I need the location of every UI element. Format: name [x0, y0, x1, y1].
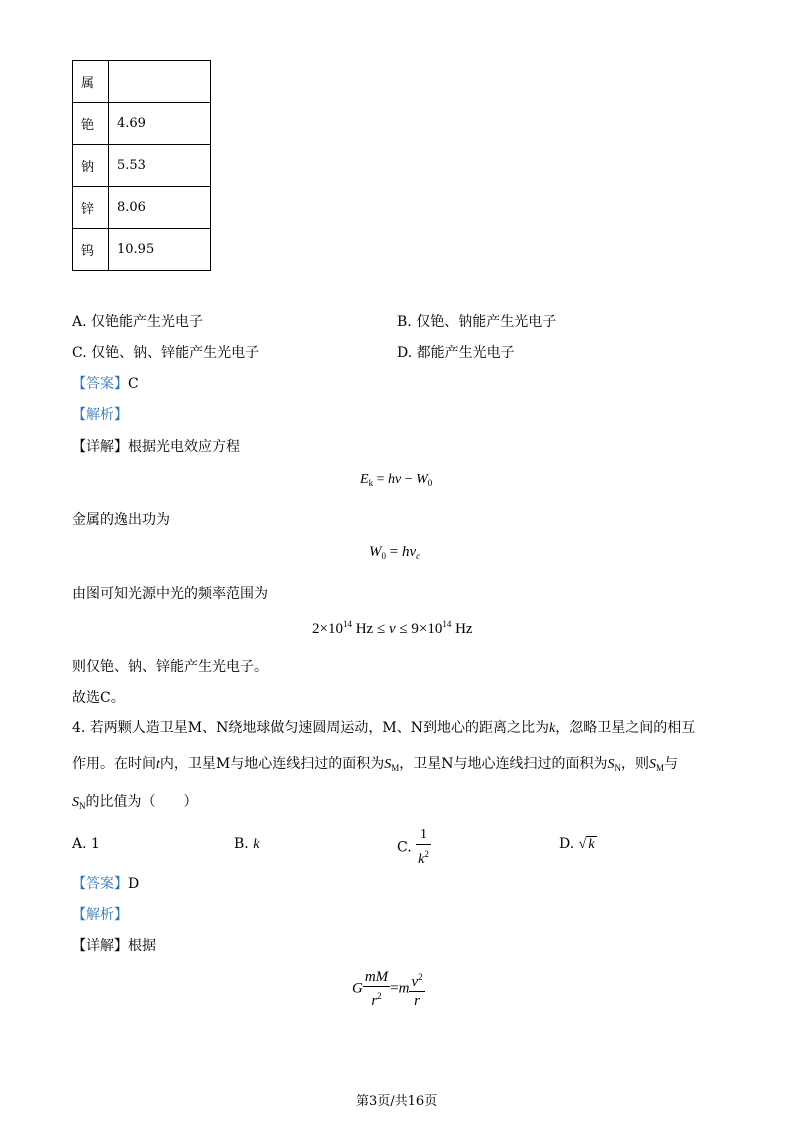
- frequency-range: [312, 619, 473, 638]
- fraction-denominator: k: [418, 852, 425, 867]
- table-cell-metal: 钨: [73, 229, 109, 271]
- eq-term: 2×10: [312, 621, 343, 637]
- fraction-numerator: v: [411, 974, 419, 990]
- q3-text-frequency: 由图可知光源中光的频率范围为: [72, 586, 268, 602]
- q4-option-d: [559, 836, 597, 853]
- q3-analysis-tag: 【解析】: [72, 407, 128, 423]
- eq-symbol: S: [649, 757, 656, 772]
- q3-answer: [72, 373, 139, 393]
- eq-term: Hz: [451, 621, 473, 637]
- table-cell-value: 4.69: [109, 103, 211, 145]
- eq-symbol: h: [387, 472, 395, 487]
- photoelectric-equation: [360, 472, 432, 488]
- question-text: 内，卫星M与地心连线扫过的面积为: [159, 756, 385, 772]
- eq-symbol: E: [360, 472, 369, 487]
- table-row: [73, 61, 211, 103]
- answer-value: D: [128, 876, 140, 892]
- question-text: 作用。在时间: [72, 756, 156, 772]
- detail-text: 根据光电效应方程: [128, 439, 240, 455]
- q3-detail: [72, 436, 240, 456]
- q4-question-line3: [72, 791, 198, 811]
- eq-subscript: N: [614, 763, 621, 773]
- eq-symbol: ν: [394, 472, 402, 487]
- eq-subscript: 0: [381, 551, 386, 561]
- eq-subscript: 0: [427, 478, 433, 488]
- eq-subscript: M: [656, 763, 665, 773]
- eq-operator: −: [401, 472, 417, 487]
- q3-option-b: B. 仅铯、钠能产生光电子: [397, 314, 557, 330]
- work-function-table: [72, 60, 211, 271]
- eq-operator: =: [386, 544, 402, 560]
- eq-symbol: k: [253, 837, 260, 852]
- table-cell-metal: 锌: [73, 187, 109, 229]
- table-cell-metal: 钠: [73, 145, 109, 187]
- eq-symbol: t: [156, 757, 160, 772]
- option-label: D.: [559, 836, 575, 852]
- eq-subscript: N: [79, 801, 86, 811]
- option-label: C.: [397, 839, 412, 856]
- eq-exponent: 2: [377, 991, 382, 1001]
- answer-tag: 【答案】: [72, 376, 128, 392]
- square-root: √ k: [578, 837, 595, 852]
- eq-symbol: S: [384, 757, 392, 772]
- q4-question-line2: [72, 753, 678, 773]
- table-cell-value: 10.95: [109, 229, 211, 271]
- question-text: ，则: [621, 756, 649, 772]
- question-text: 与: [664, 756, 679, 772]
- q4-answer: [72, 873, 139, 893]
- q3-option-c: C. 仅铯、钠、锌能产生光电子: [72, 345, 260, 361]
- question-text: ，忽略卫星之间的相互: [555, 720, 696, 736]
- q3-option-a: A. 仅铯能产生光电子: [72, 314, 204, 330]
- eq-operator: =: [390, 980, 399, 997]
- question-text: 4. 若两颗人造卫星M、N绕地球做匀速圆周运动，M、N到地心的距离之比为: [72, 720, 549, 736]
- eq-symbol: h: [401, 544, 410, 560]
- eq-symbol: ν: [409, 544, 417, 560]
- eq-operator: =: [373, 472, 388, 487]
- table-cell-metal: 铯: [73, 103, 109, 145]
- detail-text: 根据: [128, 938, 156, 954]
- q4-option-c: [397, 826, 431, 869]
- eq-symbol: m: [398, 980, 410, 997]
- fraction-denominator: r: [414, 993, 420, 1009]
- table-cell-value: [109, 61, 211, 103]
- answer-tag: 【答案】: [72, 876, 128, 892]
- table-row: [73, 229, 211, 271]
- fraction: [363, 968, 390, 1010]
- option-label: B.: [234, 836, 249, 852]
- table-cell-metal: 属: [73, 61, 109, 103]
- detail-tag: 【详解】: [72, 938, 128, 954]
- fraction-denominator: r: [371, 993, 378, 1009]
- question-text: ，卫星N与地心连线扫过的面积为: [399, 756, 608, 772]
- eq-exponent: 14: [442, 619, 452, 629]
- eq-symbol: S: [607, 757, 615, 772]
- eq-symbol: W: [416, 472, 428, 487]
- eq-exponent: 2: [424, 849, 429, 859]
- fraction: [416, 826, 431, 869]
- table-row: [73, 187, 211, 229]
- eq-symbol: G: [352, 980, 363, 997]
- q3-text-work-function: 金属的逸出功为: [72, 512, 170, 528]
- eq-exponent: 2: [418, 972, 423, 982]
- radicand: k: [588, 837, 595, 852]
- table-row: [73, 103, 211, 145]
- question-text: 的比值为（ ）: [85, 794, 198, 810]
- q4-question-line1: [72, 717, 695, 737]
- q4-analysis-tag: 【解析】: [72, 907, 128, 923]
- fraction-numerator: 1: [416, 826, 431, 845]
- eq-subscript: M: [391, 763, 400, 773]
- eq-subscript: k: [368, 478, 374, 488]
- q3-option-d: D. 都能产生光电子: [397, 345, 515, 361]
- gravity-equation: [352, 968, 425, 1010]
- answer-value: C: [128, 376, 139, 392]
- detail-tag: 【详解】: [72, 439, 128, 455]
- q4-option-a: A. 1: [72, 836, 100, 852]
- eq-subscript: c: [416, 551, 421, 561]
- fraction: [409, 968, 424, 1010]
- eq-symbol: ν: [388, 621, 396, 637]
- q4-option-b: [234, 836, 259, 853]
- eq-symbol: k: [548, 721, 556, 736]
- eq-symbol: W: [369, 544, 382, 560]
- work-function-equation: [369, 544, 420, 561]
- table-cell-value: 5.53: [109, 145, 211, 187]
- eq-term: Hz ≤: [351, 621, 389, 637]
- eq-symbol: S: [72, 795, 79, 810]
- page-footer: 第3页/共16页: [356, 1094, 438, 1109]
- eq-term: ≤ 9×10: [395, 621, 443, 637]
- table-row: [73, 145, 211, 187]
- eq-exponent: 14: [342, 619, 352, 629]
- q3-conclusion: 则仅铯、钠、锌能产生光电子。: [72, 659, 268, 675]
- table-cell-value: 8.06: [109, 187, 211, 229]
- fraction-numerator: mM: [364, 969, 389, 985]
- q3-choice: 故选C。: [72, 690, 125, 706]
- q4-detail: [72, 935, 156, 955]
